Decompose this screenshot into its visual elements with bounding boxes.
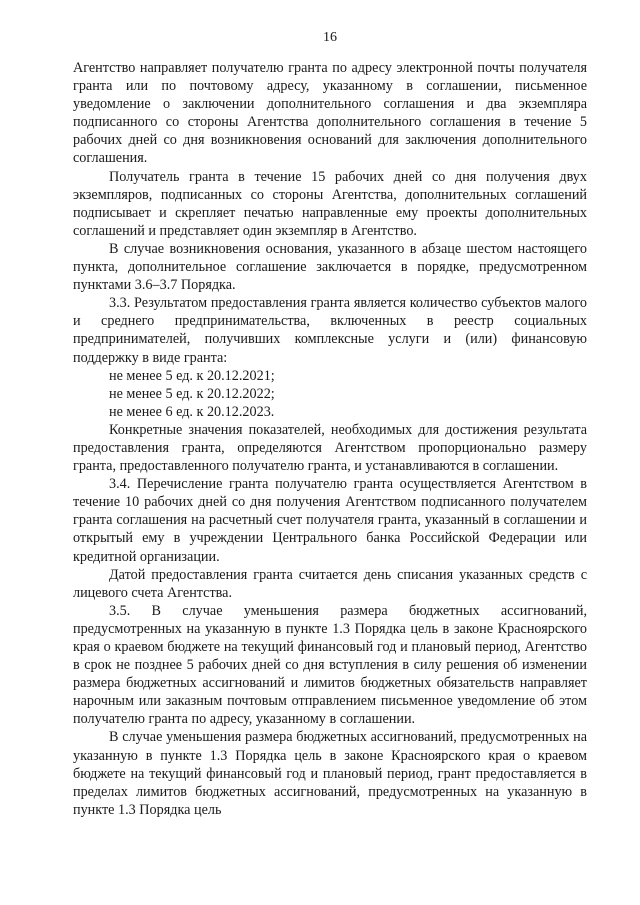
page-number: 16 bbox=[323, 30, 337, 45]
paragraph-notification: Агентство направляет получателю гранта по адресу электронной почты получателя гранта или по почтовому адресу, указанному в соглашении, письменное уведомление о заключении дополнительного соглашения и два экземпляра подписанного со стороны Агентства дополнительного соглашения в течение 5 рабочих дней со дня возникновения оснований для заключения дополнительного соглашения. bbox=[73, 60, 587, 167]
paragraph-basis: В случае возникновения основания, указанного в абзаце шестом настоящего пункта, дополнительное соглашение заключается в порядке, предусмотренном пунктами 3.6–3.7 Порядка. bbox=[73, 240, 587, 294]
paragraph-3-5-reduction: 3.5. В случае уменьшения размера бюджетных ассигнований, предусмотренных на указанную в пункте 1.3 Порядка цель в законе Красноярского края о краевом бюджете на текущий финансовый год и плановый период, Агентство в срок не позднее 5 рабочих дней со дня вступления в силу решения об изменении размера бюджетных ассигнований и лимитов бюджетных обязательств направляет нарочным или заказным почтовым отправлением письменное уведомление об этом получателю гранта по адресу, указанному в соглашении. bbox=[73, 602, 587, 728]
target-2021: не менее 5 ед. к 20.12.2021; bbox=[109, 367, 275, 384]
target-2023: не менее 6 ед. к 20.12.2023. bbox=[109, 403, 275, 420]
paragraph-3-4-transfer: 3.4. Перечисление гранта получателю гранта осуществляется Агентством в течение 10 рабочих дней со дня получения Агентством подписанного получателем гранта соглашения на расчетный счет получателя гранта, указанный в соглашении и открытый ему в учреждении Центрального банка Российской Федерации или кредитной организации. bbox=[73, 476, 587, 565]
paragraph-indicators: Конкретные значения показателей, необходимых для достижения результата предоставления гранта, определяются Агентством пропорционально размеру гранта, предоставленного получателю гранта, и устанавливаются в соглашении. bbox=[73, 421, 587, 475]
target-2022: не менее 5 ед. к 20.12.2022; bbox=[109, 385, 275, 402]
paragraph-signing: Получатель гранта в течение 15 рабочих дней со дня получения двух экземпляров, подписанных со стороны Агентства, дополнительных соглашений подписывает и скрепляет печатью направленные ему проекты дополнительных соглашений и представляет один экземпляр в Агентство. bbox=[73, 168, 587, 239]
paragraph-3-3-result: 3.3. Результатом предоставления гранта является количество субъектов малого и среднего предпринимательства, включенных в реестр социальных предпринимателей, получивших комплексные услуги и (или) финансовую поддержку в виде гранта: bbox=[73, 295, 587, 366]
paragraph-grant-date: Датой предоставления гранта считается день списания указанных средств с лицевого счета Агентства. bbox=[73, 566, 587, 601]
paragraph-reduction-limits: В случае уменьшения размера бюджетных ассигнований, предусмотренных на указанную в пункте 1.3 Порядка цель в законе Красноярского края о краевом бюджете на текущий финансовый год и плановый период, грант предоставляется в пределах лимитов бюджетных ассигнований, предусмотренных на указанную в пункте 1.3 Порядка цель bbox=[73, 729, 587, 818]
document-page bbox=[73, 30, 587, 898]
